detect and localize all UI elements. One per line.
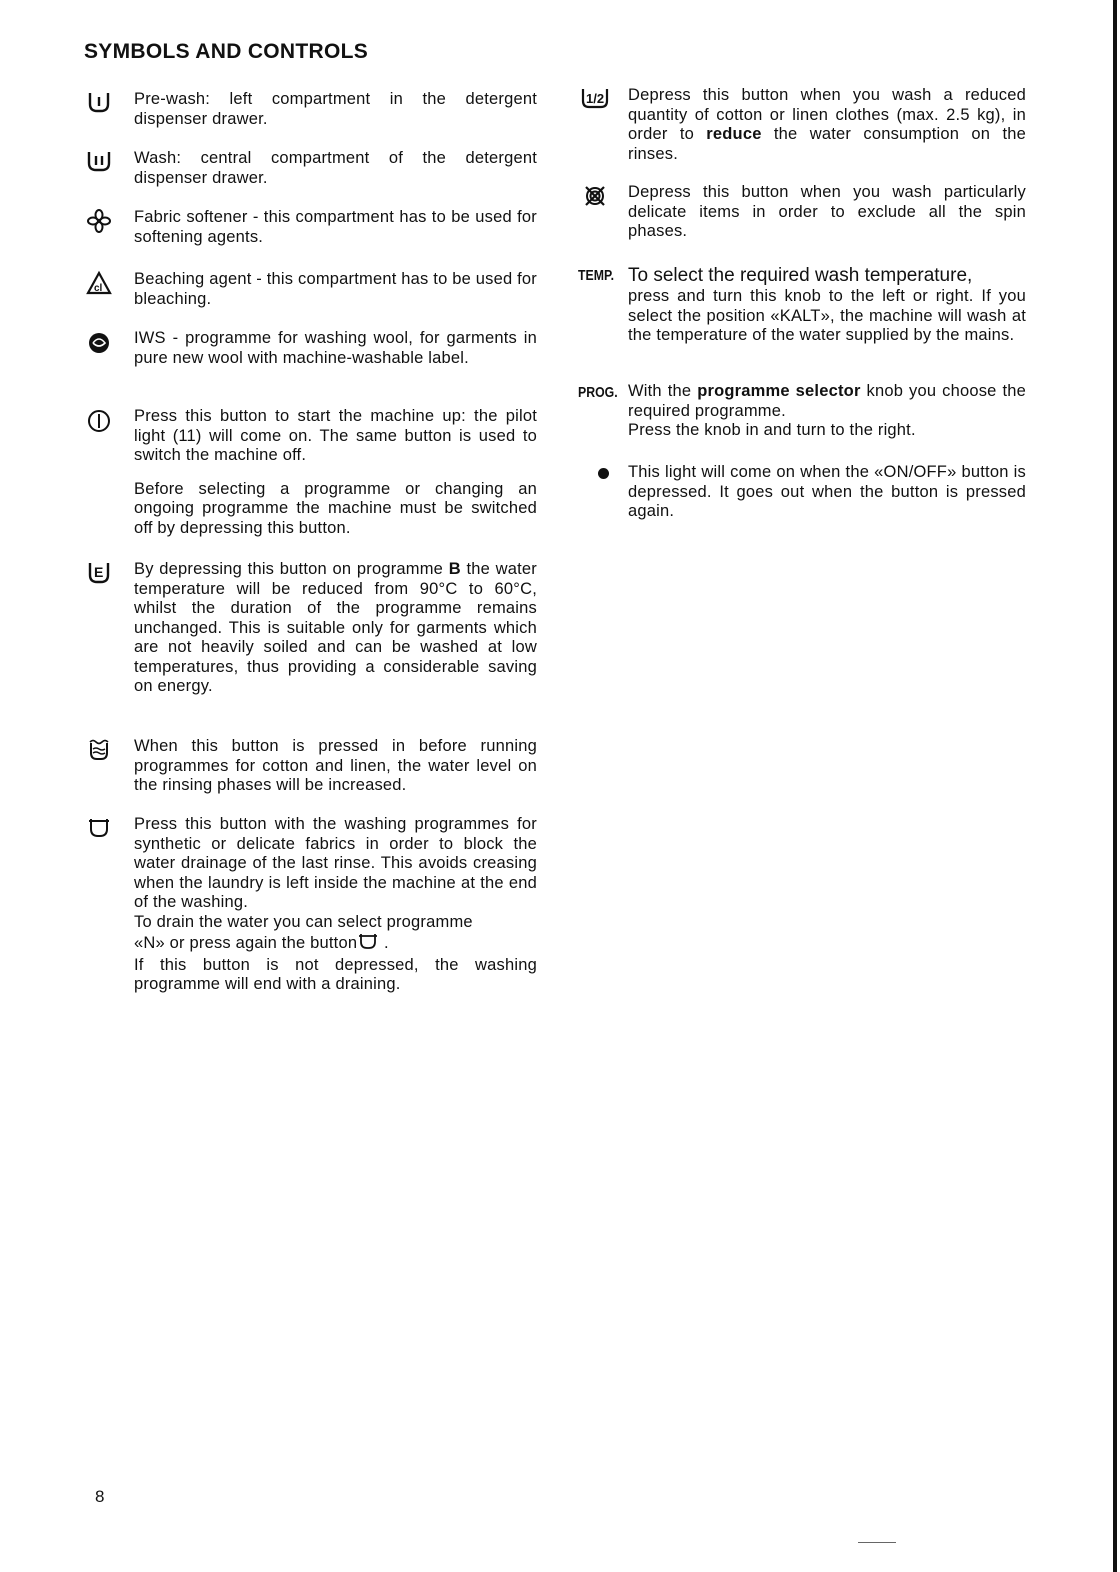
rinsehold-drain-text-2: «N» or press again the button . [134,932,537,956]
programme-b-label: B [448,560,461,578]
half-load-label: 1/2 [586,91,605,106]
extra-rinse-icon [82,737,116,763]
bleach-entry [82,270,537,309]
rinsehold-entry [82,815,537,995]
temp-text: press and turn this knob to the left or right. If you select the position «KALT», the machine will wash at the temperature of the water supplied by the mains. [628,287,1026,344]
flower-icon [82,208,116,234]
rinsehold-note: If this button is not depressed, the washing programme will end with a draining. [134,955,537,993]
rinsehold-drain-text: To drain the water you can select programme [134,912,473,931]
eco-e-icon [82,560,116,586]
softener-entry [82,208,537,247]
prog-text-2: Press the knob in and turn to the right. [628,421,916,439]
prog-label: PROG. [578,384,618,401]
no-spin-entry [578,183,1026,242]
temp-label: TEMP. [578,267,615,284]
iws-entry [82,329,537,368]
softener-text: Fabric softener - this compartment has to be used for softening agents. [134,208,537,246]
temp-text-lead: To select the required wash temperature, [628,265,973,286]
wash-icon [82,149,116,175]
prog-entry [578,382,1026,441]
svg-text:cl: cl [94,283,103,294]
eco-text: By depressing this button on programme B the water temperature will be reduced from 90°C to 60°C, whilst the duration of the programme remains unchanged. This is suitable only for garments which are not heavily soiled and can be washed at low temperatures, thus providing a considerable saving on energy. [134,560,537,695]
half-load-entry [578,86,1026,164]
half-load-text: Depress this button when you wash a reduced quantity of cotton or linen clothes (max. 2.5 kg), in order to reduce the water consumption on the rinses. [628,86,1026,163]
rinse-hold-icon [82,815,116,841]
svg-text:E: E [94,564,104,580]
temp-entry [578,265,1026,346]
prewash-entry [82,90,537,129]
woolmark-icon [82,329,116,355]
power-icon [82,407,116,433]
pilot-light-icon [598,468,609,479]
wash-text: Wash: central compartment of the detergent dispenser drawer. [134,149,537,187]
bleach-triangle-icon [82,270,116,296]
onoff-text: Press this button to start the machine up: the pilot light (11) will come on. The same button is used to switch the machine off. [134,407,537,464]
prewash-icon [82,90,116,116]
rinse-hold-inline-icon [357,932,379,956]
page-title: SYMBOLS AND CONTROLS [84,40,369,63]
onoff-entry [82,407,537,538]
eco-entry [82,560,537,697]
prog-text: With the programme selector knob you choose the required programme. [628,382,1026,420]
iws-text: IWS - programme for washing wool, for garments in pure new wool with machine-washable label. [134,329,537,367]
onoff-note: Before selecting a programme or changing an ongoing programme the machine must be switched off by depressing this button. [134,479,537,537]
rinse-entry [82,737,537,796]
wash-entry [82,149,537,188]
bleach-text: Beaching agent - this compartment has to be used for bleaching. [134,270,537,308]
divider [858,1542,896,1543]
rinse-text: When this button is pressed in before running programmes for cotton and linen, the water level on the rinsing phases will be increased. [134,737,537,794]
no-spin-text: Depress this button when you wash particularly delicate items in order to exclude all the spin phases. [628,183,1026,240]
prewash-text: Pre-wash: left compartment in the detergent dispenser drawer. [134,90,537,128]
page-number: 8 [95,1487,105,1506]
half-load-icon [578,86,612,112]
page-edge [1113,0,1117,1572]
no-spin-icon [578,183,612,209]
light-text: This light will come on when the «ON/OFF» button is depressed. It goes out when the button is pressed again. [628,463,1026,520]
rinsehold-text: Press this button with the washing programmes for synthetic or delicate fabrics in order to block the water drainage of the last rinse. This avoids creasing when the laundry is left inside the machine at the end of the washing. [134,815,537,911]
light-entry [578,463,1026,522]
